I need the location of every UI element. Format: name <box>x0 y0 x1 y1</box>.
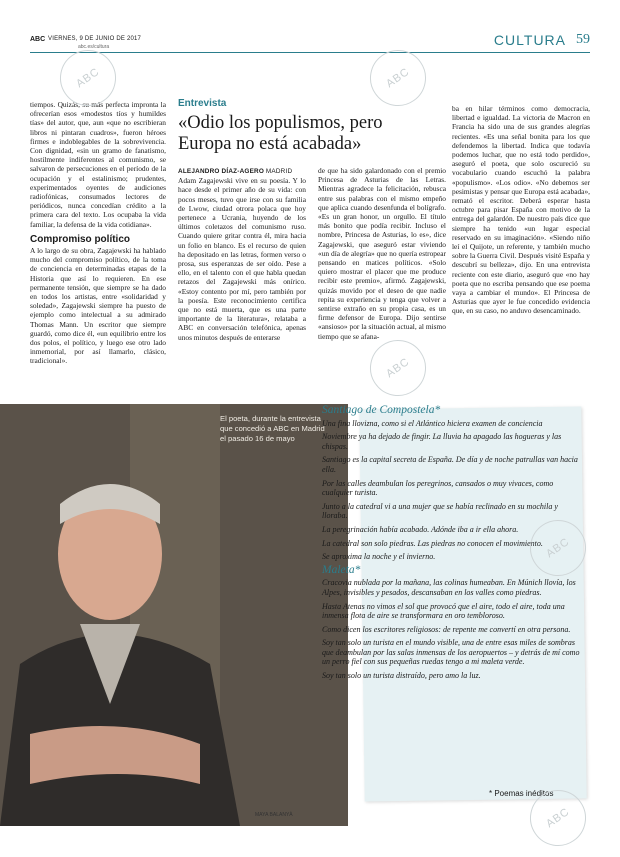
paragraph: de que ha sido galardonado con el premio Princesa de Asturias de las Letras. Mientras agradece la felicitación, rebusca entre sus palabras con el mismo empeño que aplica cuando desenfunda el bolígrafo. «Es un gran honor, un orgullo. El título más bonito que podía recibir. Incluso el nombre, Princesa de Asturias, lo es», dice Zagajewski, que aseguró estar viviendo «un día de alegría» que no quería estropear pensando en matices políticos. «Solo quiero mostrar el placer que me produce recibir este premio», afirmó. Zagajewski, quizás movido por el deseo de que nadie repita su experiencia y tenga que volver a sentirse extraño en su propia casa, es un firme defensor de Europa. Dijo sentirse «ansioso» por la situación actual, al mismo tiempo que se afana- <box>318 166 446 341</box>
poem-stanzas <box>322 578 582 680</box>
page-number: 59 <box>576 32 590 47</box>
poem-stanza: Santiago es la capital secreta de España. De día y de noche patrullas van hacia ella. <box>322 455 578 474</box>
poem-title: Maleta* <box>322 563 361 576</box>
portrait-illustration <box>0 404 348 826</box>
subheading: Compromiso político <box>30 233 130 245</box>
interview-title: «Odio los populismos, pero Europa no está acabada» <box>178 113 383 154</box>
photo-caption: El poeta, durante la entrevista que concedió a ABC en Madrid el pasado 16 de mayo <box>220 414 325 443</box>
watermark-text: ABC <box>384 355 412 381</box>
poem-stanza: Noviembre ya ha dejado de fingir. La lluvia ha apagado las hogueras y las chispas. <box>322 432 562 451</box>
poem-stanza: Soy tan solo un turista distraído, pero amo la luz. <box>322 671 481 681</box>
poem-stanza: Como dicen los escritores religiosos: de repente me convertí en otra persona. <box>322 624 571 634</box>
paragraph: A lo largo de su obra, Zagajewski ha hablado mucho del compromiso político, de la toma de conciencia en determinadas etapas de la Historia que así lo requieren. En ese permanente tensión, que siempre se ha dado en todos los artistas, entre «solidaridad y soledad», Zagajewski siempre ha puesto de ejemplo como intelectual a su admirado Thomas Mann. Un escritor que siempre guardó, como dice él, «un equilibrio entre los dos polos, el político, y luego ese otro lado inmemorial, por así llamarlo, clásico, tradicional». <box>30 246 166 366</box>
article-column-2 <box>178 166 306 342</box>
paragraph: Adam Zagajewski vive en su poesía. Y lo hace desde el primer año de su vida: con pocos meses, tuvo que irse con su familia de Lwow, ciudad otrora polaca que hoy pertenece a Ucrania, huyendo de los últimos coletazos del comunismo ruso. Cuando quiere gritar contra él, mira hacia un folio en blanco. Es el recurso de quien ha depositado en las letras, formen verso o prosa, sus esperanzas de ser oído. Pese a ello, en el talento con el que habla quedan retazos del Zagajewski más onírico. «Estoy contento por mí, pero también por la poesía. Este reconocimiento certifica que no está muerta, que es una parte importante de la literatura», relataba a ABC en conversación telefónica, apenas unos minutos después de enterarse <box>178 176 306 342</box>
poem-stanza: Por las calles deambulan los peregrinos, cansados o muy vivaces, como cualquier turista. <box>322 478 554 498</box>
author-photo <box>0 404 348 826</box>
article-column-1 <box>30 100 166 366</box>
poems-note: * Poemas inéditos <box>489 789 554 798</box>
byline-city: MADRID <box>265 168 293 175</box>
watermark-text: ABC <box>74 65 102 91</box>
poem-stanza: Una fina llovizna, como si el Atlántico hiciera examen de conciencia <box>322 418 543 428</box>
watermark-text: ABC <box>384 65 412 91</box>
poem-stanza: Hasta Atenas no vimos el sol que provocó que el aire, todo el aire, toda una inmensa flota de aire se transformara en oro tembloroso. <box>322 601 565 621</box>
paragraph: ba en hilar términos como democracia, libertad e igualdad. La victoria de Macron en Francia ha sido una de sus grandes alegrías recientes. «Es una señal bonita para los que defendemos la libertad. Indica que todavía podemos luchar, que no está todo perdido», aseguró el poeta, que solo oscureció su vocabulario cuando escuchó la palabra «populismo». «Los odio». «No debemos ser pesimistas y pensar que Europa está acabada», remató el escritor. Deberá esperar hasta octubre para pisar España con motivo de la entrega del galardón. De nuestro país dice que siempre ha tenido «un lugar especial reservado en su imaginación». «Siendo niño leí el Quijote, un referente, y también mucho sobre la Guerra Civil. Después visité España y descubrí su belleza», dijo. En una entrevista reciente con este diario, aseguró que «no hay poeta que no escriba pensando que ese poema vaya a cambiar el mundo». El Princesa de Asturias que ayer le fue concedido evidencia que, en su caso, no anduvo desencaminado. <box>452 104 590 316</box>
poem-title: Santiago de Compostela* <box>322 404 441 416</box>
photo-credit: MAYA BALANYÀ <box>255 812 293 818</box>
poem-stanza: Soy tan solo un turista en el mundo visible, una de entre esas miles de sombras que deambulan por las salas inmensas de los aeropuertos – y detrás de mí como un perro fiel con sus pequeñas ruedas tengo a mi maleta verde. <box>322 638 580 667</box>
poem-stanza: La catedral son solo piedras. Las piedras no conocen el movimiento. <box>322 538 543 548</box>
interview-header <box>178 98 434 155</box>
masthead-logo: ABC <box>30 36 46 43</box>
header-divider <box>30 52 590 53</box>
watermark-text: ABC <box>544 535 572 561</box>
byline-author: ALEJANDRO DÍAZ-AGERO <box>178 168 265 175</box>
interview-kicker: Entrevista <box>178 98 227 109</box>
poem-stanza: Cracovia nublada por la mañana, las colinas humeaban. En Múnich llovía, los Alpes, invisibles y pesados, descansaban en los valles como piedras. <box>322 578 576 597</box>
watermark-text: ABC <box>544 805 572 831</box>
article-column-4 <box>452 104 590 316</box>
page-header <box>30 32 590 58</box>
article-column-3 <box>318 166 446 341</box>
section-url: abc.es/cultura <box>78 44 110 50</box>
paragraph: tiempos. Quizás, su más perfecta impronta la ofrecerían esos «modestos tíos y humildes tías» del autor, que, aun «que no escribieran libros ni pintaran cuadros», fueron héroes firmes e indoblegables de la sobrevivencia. Con dignidad, «sin un gramo de fanatismo, hostilmente indiferentes al comunismo, se salvaron de persecuciones en el período de la ocupación y el estalinismo; prudentes, experimentados oyentes de audiciones radiofónicas, consumados lectores de periódicos, nunca concedían crédito a la primera cara del texto. Los ocupaba la vida familiar, la defensa de la vida cotidiana». <box>30 100 166 229</box>
poem-stanza: Se aproxima la noche y el invierno. <box>322 552 436 562</box>
section-name: CULTURA <box>493 32 566 48</box>
issue-date: VIERNES, 9 DE JUNIO DE 2017 <box>48 36 142 42</box>
poem-stanza: La peregrinación había acabado. Adónde iba a ir ella ahora. <box>322 524 519 534</box>
poem-stanza: Junto a la catedral vi a una mujer que se había reclinado en su mochila y lloraba. <box>322 501 558 521</box>
